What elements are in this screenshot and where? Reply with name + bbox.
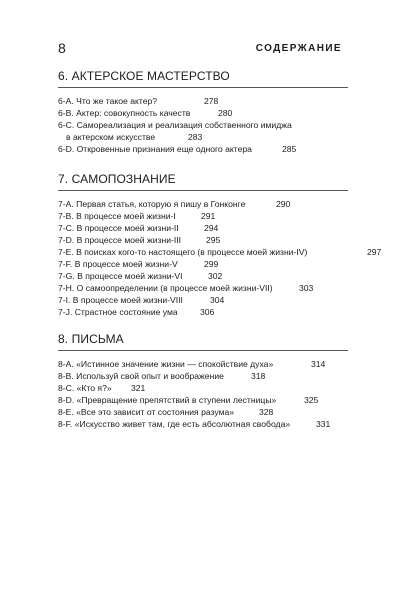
entry-page: 325: [304, 395, 319, 405]
entry-page: 291: [201, 211, 216, 221]
entry-title: 7-H. О самоопределении (в процессе моей жизни-VII): [58, 283, 273, 293]
toc-section-7: [58, 172, 388, 318]
entry-page: 321: [131, 383, 146, 393]
entry-page: 297: [367, 247, 382, 257]
toc-entry-7b: [58, 210, 388, 222]
entry-page: 302: [208, 271, 223, 281]
toc-entry-7j: [58, 306, 388, 318]
entry-page: 299: [204, 259, 219, 269]
section-heading: 7. САМОПОЗНАНИЕ: [58, 172, 176, 186]
entry-title: 6-D. Откровенные признания еще одного актера: [58, 144, 252, 154]
entry-title: 6-B. Актер: совокупность качеств: [58, 108, 191, 118]
entry-page: 285: [282, 144, 297, 154]
toc-entry-7f: [58, 258, 388, 270]
toc-section-8: [58, 332, 388, 430]
toc-entry-8b: [58, 370, 388, 382]
entry-title: 8-E. «Все это зависит от состояния разума»: [58, 407, 235, 417]
entry-title-line2: в актерском искусстве: [66, 132, 156, 142]
entry-page: 306: [200, 307, 215, 317]
toc-entry-7c: [58, 222, 388, 234]
entry-title: 8-C. «Кто я?»: [58, 383, 112, 393]
page-header: [58, 40, 342, 60]
toc-entry-7a: [58, 198, 388, 210]
toc-entry-8d: [58, 394, 388, 406]
running-title: СОДЕРЖАНИЕ: [255, 43, 342, 54]
entry-title: 8-F. «Искусство живет там, где есть абсолютная свобода»: [58, 419, 291, 429]
entry-page: 318: [251, 371, 266, 381]
toc-entry-7i: [58, 294, 388, 306]
entry-title: 7-E. В поисках кого-то настоящего (в процессе моей жизни-IV): [58, 247, 308, 257]
toc-entry-8e: [58, 406, 388, 418]
entry-title: 8-A. «Истинное значение жизни — спокойствие духа»: [58, 359, 274, 369]
entry-page: 278: [204, 96, 219, 106]
entry-title: 8-B. Используй свой опыт и воображение: [58, 371, 224, 381]
entry-page: 283: [188, 132, 203, 142]
page-number: 8: [58, 40, 66, 56]
entry-title: 7-I. В процессе моей жизни-VIII: [58, 295, 183, 305]
entry-page: 328: [259, 407, 274, 417]
entry-title-line1: 6-C. Самореализация и реализация собственного имиджа: [58, 120, 292, 130]
entry-title: 7-G. В процессе моей жизни-VI: [58, 271, 183, 281]
section-heading: 8. ПИСЬМА: [58, 332, 124, 346]
entry-title: 7-A. Первая статья, которую я пишу в Гонконге: [58, 199, 246, 209]
entry-title: 7-B. В процессе моей жизни-I: [58, 211, 176, 221]
toc-entry-6a: [58, 95, 388, 107]
entry-page: 290: [276, 199, 291, 209]
toc-entry-6c: [58, 119, 388, 143]
entry-page: 280: [218, 108, 233, 118]
entry-page: 294: [204, 223, 219, 233]
toc-entry-8c: [58, 382, 388, 394]
toc-entry-8f: [58, 418, 388, 430]
entry-page: 304: [210, 295, 225, 305]
toc-entry-7g: [58, 270, 388, 282]
toc-entry-6b: [58, 107, 388, 119]
section-heading: 6. АКТЕРСКОЕ МАСТЕРСТВО: [58, 69, 230, 83]
toc-entry-7h: [58, 282, 388, 294]
toc-section-6: [58, 69, 388, 155]
entry-page: 331: [316, 419, 331, 429]
toc-entry-7e: [58, 246, 388, 258]
toc-entry-8a: [58, 358, 388, 370]
entry-title: 7-D. В процессе моей жизни-III: [58, 235, 182, 245]
entry-title: 7-C. В процессе моей жизни-II: [58, 223, 179, 233]
entry-title: 7-F. В процессе моей жизни-V: [58, 259, 178, 269]
entry-title: 6-A. Что же такое актер?: [58, 96, 158, 106]
section-divider: [58, 190, 348, 191]
toc-entry-7d: [58, 234, 388, 246]
entry-title: 7-J. Страстное состояние ума: [58, 307, 178, 317]
section-divider: [58, 87, 348, 88]
entry-page: 295: [206, 235, 221, 245]
entry-page: 303: [299, 283, 314, 293]
section-divider: [58, 350, 348, 351]
entry-title: 8-D. «Превращение препятствий в ступени лестницы»: [58, 395, 277, 405]
entry-page: 314: [311, 359, 326, 369]
toc-entry-6d: [58, 143, 388, 155]
